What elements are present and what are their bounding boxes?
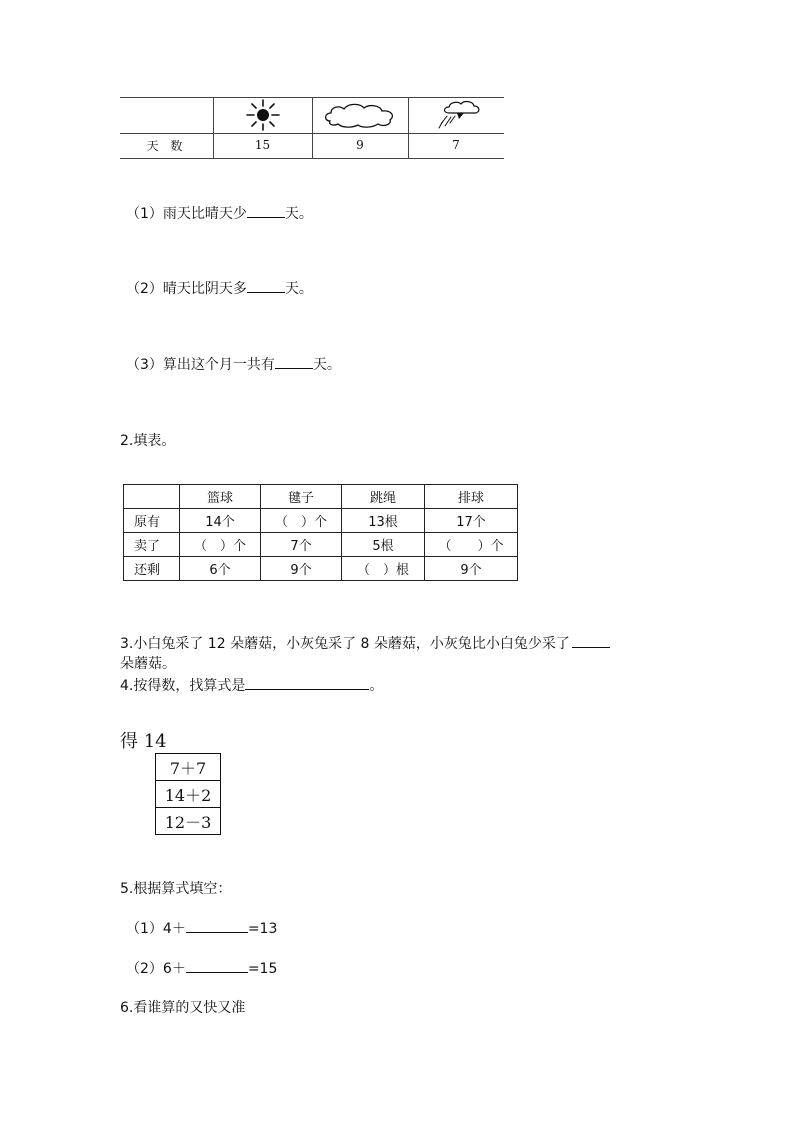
answer-blank[interactable] (245, 675, 369, 690)
cloud-icon (312, 98, 408, 131)
q5-sub1: （1）4＋ =13 (126, 918, 277, 938)
cloudy-days-value: 9 (356, 138, 364, 152)
q4-target-label: 得 14 (120, 731, 167, 752)
table-header-cell: 毽子 (261, 485, 342, 509)
q6-title: 6.看谁算的又快又准 (120, 1000, 246, 1016)
rain-icon (408, 98, 504, 131)
table-cell: 17个 (425, 509, 518, 533)
table-row-label: 卖了 (124, 533, 180, 557)
table-cell[interactable]: （ ）根 (342, 557, 425, 581)
expression-option[interactable]: 14＋2 (156, 781, 220, 808)
answer-blank[interactable] (186, 918, 248, 933)
table-cell: 14个 (180, 509, 261, 533)
expression-box (155, 753, 221, 835)
sun-icon (213, 98, 312, 131)
fill-table (123, 484, 518, 581)
table-cell: 5根 (342, 533, 425, 557)
table-cell[interactable]: （ ）个 (425, 533, 518, 557)
table-cell[interactable]: （ ）个 (180, 533, 261, 557)
table-cell: 9个 (261, 557, 342, 581)
q4-prompt: 4.按得数，找算式是 。 (120, 675, 383, 695)
table-row-label: 还剩 (124, 557, 180, 581)
table-cell: 6个 (180, 557, 261, 581)
table-row (124, 557, 518, 581)
q2-title: 2.填表。 (120, 433, 176, 449)
table-cell: 7个 (261, 533, 342, 557)
table-header-cell: 排球 (425, 485, 518, 509)
table-row (124, 509, 518, 533)
q1-sub1: （1）雨天比晴天少 天。 (126, 203, 313, 223)
expression-option[interactable]: 12－3 (164, 812, 212, 832)
q5-sub2: （2）6＋ =15 (126, 958, 277, 978)
answer-blank[interactable] (247, 278, 285, 293)
answer-blank[interactable] (247, 203, 285, 218)
expression-option[interactable]: 7＋7 (156, 754, 220, 781)
answer-blank[interactable] (275, 354, 313, 369)
table-cell: 9个 (425, 557, 518, 581)
q5-title: 5.根据算式填空： (120, 881, 232, 897)
q3-line1: 3.小白兔采了 12 朵蘑菇，小灰兔采了 8 朵蘑菇，小灰兔比小白兔少采了 (120, 633, 610, 653)
q1-sub2: （2）晴天比阴天多 天。 (126, 278, 313, 298)
answer-blank[interactable] (572, 633, 610, 648)
table-header-cell: 篮球 (180, 485, 261, 509)
table-row (124, 533, 518, 557)
q1-sub3: （3）算出这个月一共有 天。 (126, 354, 341, 374)
table-header-cell: 跳绳 (342, 485, 425, 509)
q3-line2: 朵蘑菇。 (120, 656, 176, 672)
answer-blank[interactable] (186, 958, 248, 973)
table-header-cell (124, 485, 180, 509)
weather-table (120, 97, 504, 159)
table-cell[interactable]: （ ）个 (261, 509, 342, 533)
table-header-row (124, 485, 518, 509)
sunny-days-value: 15 (254, 138, 271, 152)
rainy-days-value: 7 (452, 138, 460, 152)
table-row-label: 原有 (124, 509, 180, 533)
table-cell: 13根 (342, 509, 425, 533)
weather-row-label: 天 数 (146, 138, 187, 153)
